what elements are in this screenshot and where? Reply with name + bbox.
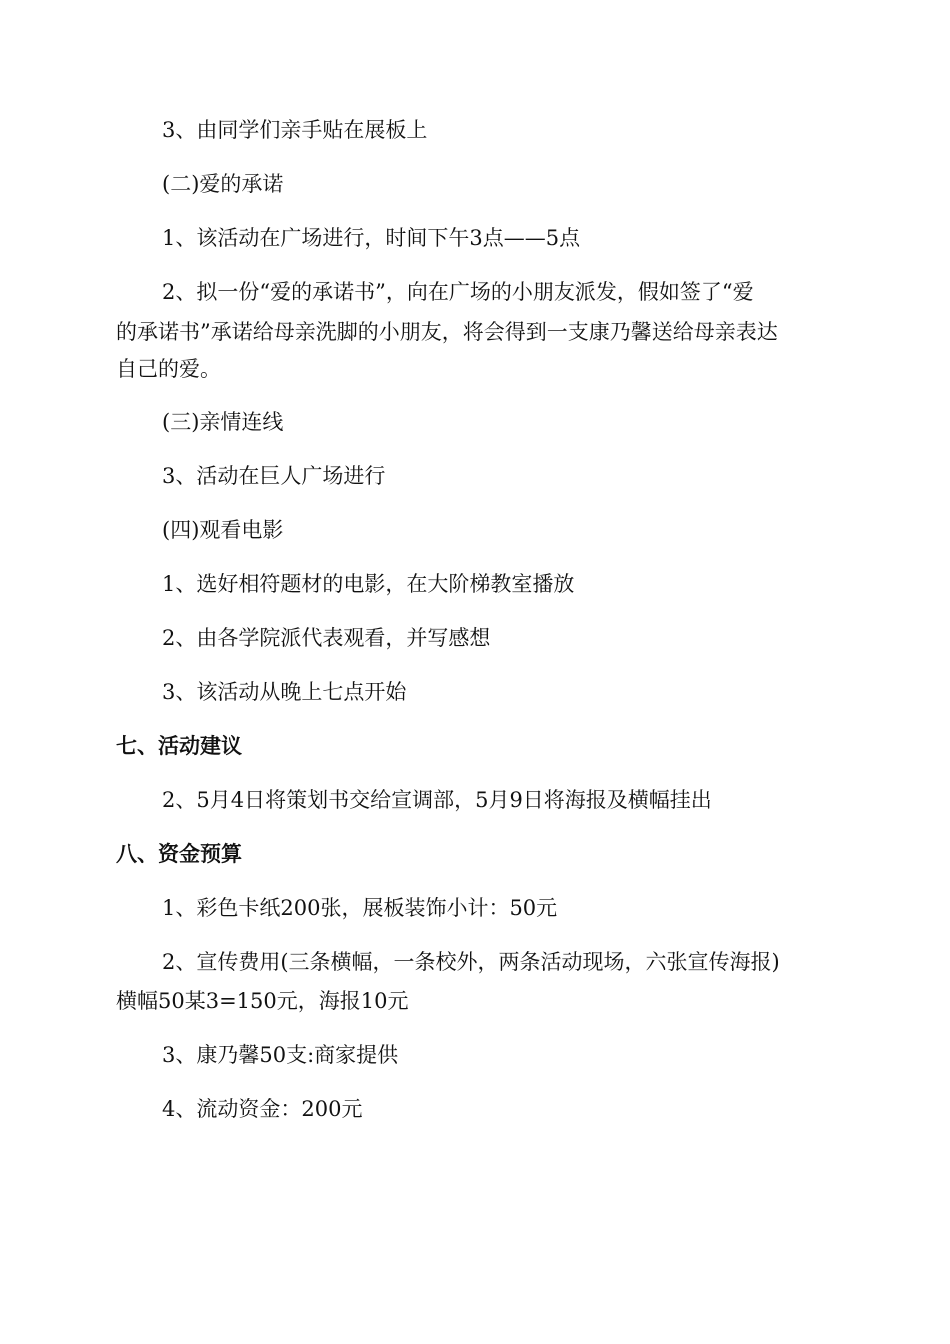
paragraph-line: 1、彩色卡纸200张，展板装饰小计：50元 bbox=[162, 896, 558, 920]
paragraph-line: 1、选好相符题材的电影，在大阶梯教室播放 bbox=[162, 572, 575, 596]
paragraph-subheading: (四)观看电影 bbox=[162, 518, 284, 542]
paragraph-line: 2、由各学院派代表观看，并写感想 bbox=[162, 626, 491, 650]
paragraph-line: 3、由同学们亲手贴在展板上 bbox=[162, 118, 428, 142]
paragraph-line: 2、5月4日将策划书交给宣调部，5月9日将海报及横幅挂出 bbox=[162, 788, 712, 812]
paragraph-line: 1、该活动在广场进行，时间下午3点——5点 bbox=[162, 226, 581, 250]
paragraph-line: 的承诺书”承诺给母亲洗脚的小朋友，将会得到一支康乃馨送给母亲表达 bbox=[116, 320, 778, 344]
paragraph-line: 横幅50某3=150元，海报10元 bbox=[116, 989, 409, 1013]
paragraph-line: 2、宣传费用(三条横幅，一条校外，两条活动现场，六张宣传海报) bbox=[162, 950, 780, 974]
paragraph-line: 3、康乃馨50支:商家提供 bbox=[162, 1043, 399, 1067]
paragraph-line: 3、该活动从晚上七点开始 bbox=[162, 680, 407, 704]
section-heading: 八、资金预算 bbox=[116, 842, 242, 866]
paragraph-line: 4、流动资金：200元 bbox=[162, 1097, 363, 1121]
paragraph-line: 自己的爱。 bbox=[116, 357, 221, 381]
paragraph-subheading: (二)爱的承诺 bbox=[162, 172, 284, 196]
paragraph-line: 3、活动在巨人广场进行 bbox=[162, 464, 386, 488]
section-heading: 七、活动建议 bbox=[116, 734, 242, 758]
paragraph-line: 2、拟一份“爱的承诺书”，向在广场的小朋友派发，假如签了“爱 bbox=[162, 280, 754, 304]
paragraph-subheading: (三)亲情连线 bbox=[162, 410, 284, 434]
